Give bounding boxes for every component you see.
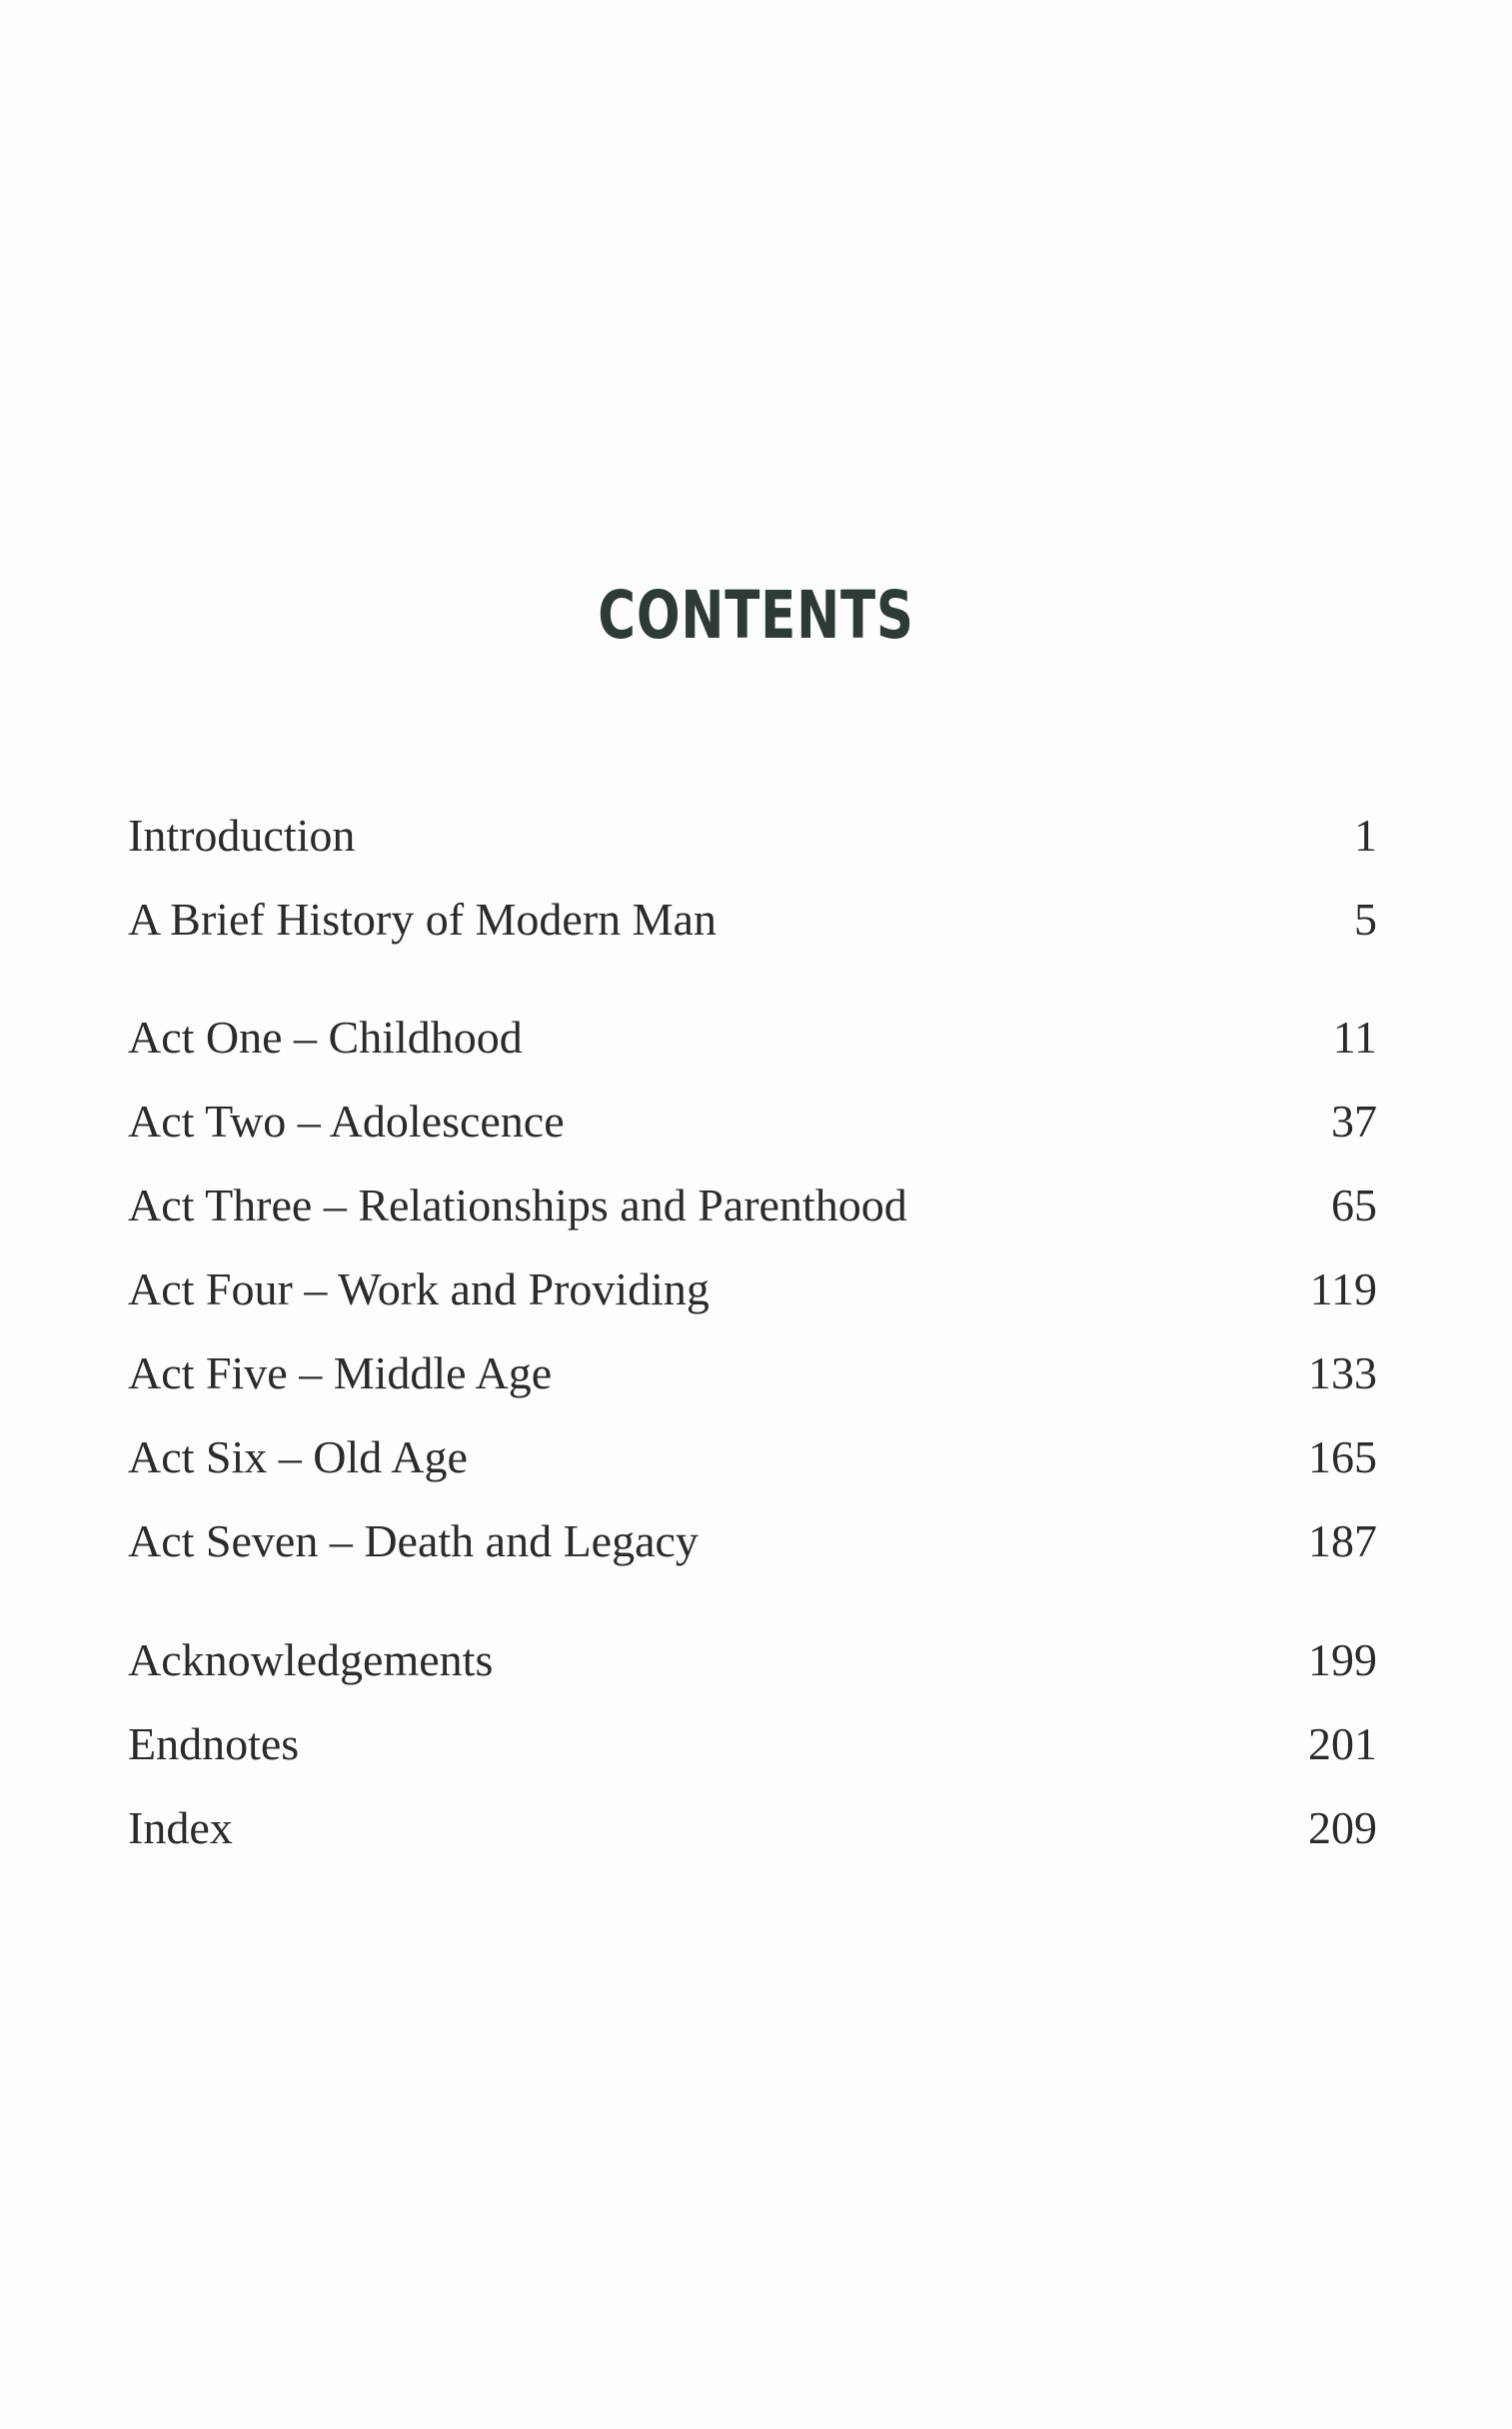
toc-entry-label: Act Seven – Death and Legacy: [128, 1515, 699, 1566]
toc-entry-act-four: [128, 1259, 1377, 1319]
toc-entry-label: Act Four – Work and Providing: [128, 1263, 710, 1314]
toc-entry-label: Act Five – Middle Age: [128, 1347, 553, 1398]
toc-entry-label: Act Six – Old Age: [128, 1431, 468, 1482]
toc-entry-page: 37: [1331, 1096, 1377, 1147]
toc-entry-page: 133: [1308, 1347, 1377, 1398]
toc-entry-label: A Brief History of Modern Man: [128, 894, 717, 945]
toc-entry-page: 11: [1332, 1012, 1377, 1063]
toc-entry-page: 199: [1308, 1634, 1377, 1685]
toc-entry-act-one: [128, 1008, 1377, 1068]
toc-entry-page: 5: [1354, 894, 1377, 945]
toc-entry-brief-history: [128, 890, 1377, 950]
toc-entry-page: 201: [1308, 1718, 1377, 1769]
toc-entry-act-five: [128, 1343, 1377, 1403]
toc-entry-endnotes: [128, 1714, 1377, 1774]
toc-entry-label: Endnotes: [128, 1718, 300, 1769]
toc-entry-label: Index: [128, 1802, 233, 1853]
page-title: CONTENTS: [598, 577, 914, 654]
toc-entry-label: Introduction: [128, 810, 356, 861]
toc-entry-page: 1: [1354, 810, 1377, 861]
toc-entry-page: 187: [1308, 1515, 1377, 1566]
toc-entry-label: Act Three – Relationships and Parenthood: [128, 1180, 907, 1230]
toc-entry-page: 119: [1309, 1263, 1377, 1314]
toc-entry-act-two: [128, 1092, 1377, 1152]
toc-entry-page: 165: [1308, 1431, 1377, 1482]
toc-entry-label: Act Two – Adolescence: [128, 1096, 565, 1147]
toc-entry-act-six: [128, 1427, 1377, 1487]
toc-entry-acknowledgements: [128, 1630, 1377, 1690]
toc-entry-label: Act One – Childhood: [128, 1012, 523, 1063]
toc-entry-label: Acknowledgements: [128, 1634, 494, 1685]
toc-entry-index: [128, 1798, 1377, 1858]
toc-entry-page: 65: [1331, 1180, 1377, 1230]
toc-entry-page: 209: [1308, 1802, 1377, 1853]
toc-entry-introduction: [128, 806, 1377, 866]
toc-entry-act-seven: [128, 1511, 1377, 1571]
toc-entry-act-three: [128, 1176, 1377, 1235]
